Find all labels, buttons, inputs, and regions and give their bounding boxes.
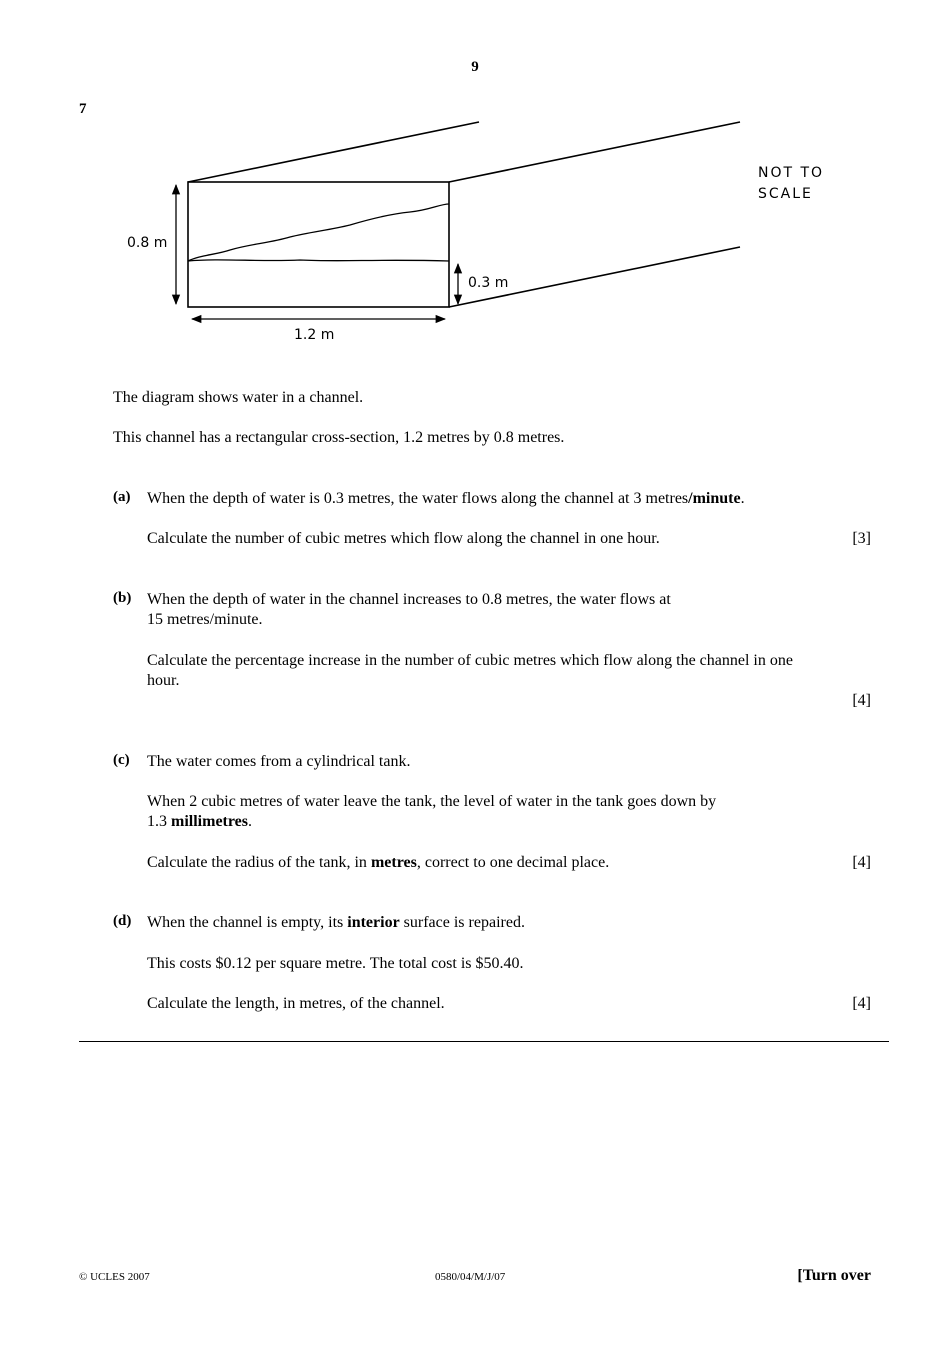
part-d-text-1 [147,913,525,933]
not-to-scale-line2: SCALE [758,186,813,202]
part-c-text-2a: When 2 cubic metres of water leave the tank, the level of water in the tank goes down by [147,793,717,810]
right-top-edge [449,122,740,182]
height-label: 0.8 m [127,235,168,251]
part-a-label: (a) [113,489,131,505]
part-d-text-2: This costs $0.12 per square metre. The total cost is $50.40. [147,955,524,972]
end-of-question-rule [79,1041,889,1042]
part-b-mark: [4] [852,692,871,709]
part-c-text-1: The water comes from a cylindrical tank. [147,753,411,770]
not-to-scale-note [758,163,824,205]
part-c-text-2b [147,812,252,832]
part-d-mark: [4] [852,995,871,1012]
water-surface-receding [188,204,449,261]
part-c-label: (c) [113,752,130,768]
part-b-text-2b: hour. [147,672,180,689]
part-a-text-2: Calculate the number of cubic metres which flow along the channel in one hour. [147,530,660,547]
depth-label: 0.3 m [468,275,509,291]
part-c-mark: [4] [852,854,871,871]
part-d-text-3: Calculate the length, in metres, of the channel. [147,995,445,1012]
part-c-text-3-main: Calculate the radius of the tank, in [147,854,371,871]
intro-line-2: This channel has a rectangular cross-section, 1.2 metres by 0.8 metres. [113,429,565,446]
part-d-text-1-main: When the channel is empty, its [147,914,348,931]
part-c-text-2b-end: . [248,813,253,830]
width-label: 1.2 m [294,327,335,343]
part-a-text-1-main: When the depth of water is 0.3 metres, the water flows along the channel at 3 metres [147,490,689,507]
part-b-text-1b: 15 metres/minute. [147,611,263,628]
part-c-text-3-bold: metres [370,854,417,871]
intro-line-1: The diagram shows water in a channel. [113,389,364,406]
part-b-text-1a: When the depth of water in the channel increases to 0.8 metres, the water flows at [147,591,671,608]
water-surface-front [188,260,449,261]
part-a-text-1-end: . [740,490,745,507]
part-c-text-2b-bold: millimetres [171,813,249,830]
part-a-text-1 [147,489,745,509]
part-a-text-1-bold: /minute [688,490,741,507]
part-b-label: (b) [113,590,132,606]
part-a-mark: [3] [852,530,871,547]
left-top-edge [188,122,479,182]
channel-diagram [110,105,830,355]
channel-cross-section [188,182,449,307]
part-c-text-2b-main: 1.3 [147,813,171,830]
part-c-text-3 [147,853,609,873]
part-d-label: (d) [113,913,132,929]
footer-copyright: © UCLES 2007 [79,1271,150,1283]
footer-turn-over: [Turn over [797,1267,871,1284]
footer-code: 0580/04/M/J/07 [435,1271,506,1283]
part-c-text-3-end: , correct to one decimal place. [416,854,610,871]
not-to-scale-line1: NOT TO [758,165,825,181]
part-b-text-2a: Calculate the percentage increase in the number of cubic metres which flow along the channel in one [147,652,793,669]
part-d-text-1-end: surface is repaired. [399,914,525,931]
page-number: 9 [471,59,479,75]
question-number: 7 [79,101,87,117]
part-d-text-1-bold: interior [347,914,400,931]
